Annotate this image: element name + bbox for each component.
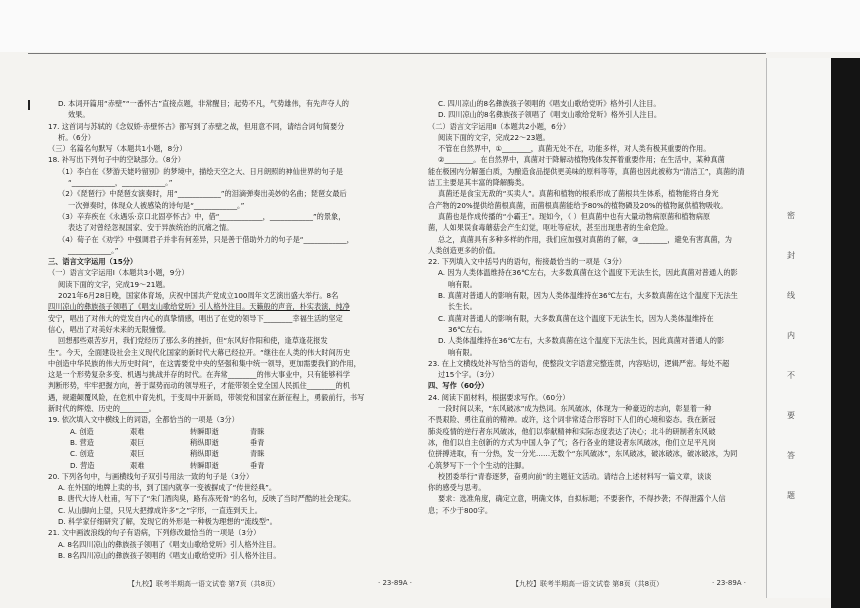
text-line: 17. 这首词与苏轼的《念奴娇·赤壁怀古》都写到了赤壁之战，但用意不同，请结合词句简要分 <box>48 121 345 131</box>
text-line: 18. 补写出下列句子中的空缺部分。（8分） <box>48 155 185 165</box>
text-line: 校团委举行“青春逐梦，奋勇向前”的主题征文活动。请结合上述材料写一篇文章，谈谈 <box>438 471 712 481</box>
scan-edge <box>831 58 860 608</box>
option-line: A. 在外国的地牌上卖的书，到了国内就享一变被摒成了“传世经典”。 <box>58 483 277 493</box>
top-margin <box>0 0 860 52</box>
option-row <box>48 437 402 448</box>
section-heading: 三、语言文字运用（15分） <box>48 257 138 267</box>
text-line: 冰，他们以自主创新的方式为中国人争了气；各行各业的建设者东风破冰，他们立足平凡岗 <box>428 437 716 447</box>
text-line: 四川凉山的彝族孩子领唱了《唱支山歌给党听》引人格外注目。天籁般的声音，朴实表演，纯净 <box>48 302 350 312</box>
text-line: 2021年6月28日晚，国家体育场，庆祝中国共产党成立100周年文艺演出盛大举行。8名 <box>58 291 339 301</box>
binding-label: 密 <box>787 211 795 220</box>
option-line: 响有限。 <box>448 347 477 357</box>
text-line: （2）《琵琶行》中琵琶女演奏时，用“____________”的泪滴弹奏出美妙的名曲；琵琶女最后 <box>58 189 347 199</box>
text-line: ____________。” <box>68 245 119 255</box>
text-line: 不畏艰险、勇往直前的精神。或许，这个词非常适合形容时下人们的心境和姿态。我在新冠 <box>428 415 716 425</box>
option-line: D. 人类体温维持在36℃左右，大多数真菌在这个温度下无法生长，因此真菌对普通人的影 <box>438 336 725 346</box>
text-line: 菌，人如果误食毒蘑菇会产生幻觉，呕吐等症状，甚至出现患者的生命危险。 <box>428 223 673 233</box>
footer-left: 【九校】联考半期高一语文试卷 第7页（共8页） <box>128 580 280 588</box>
option-line: B. 8名四川凉山的彝族孩子领唱的《唱支山歌给党听》引人格外注目。 <box>58 550 281 560</box>
option-line: A. 因为人类体温维持在36℃左右，大多数真菌在这个温度下无法生长，因此真菌对普通人的影 <box>438 268 738 278</box>
option-line: D. 科学家仔细研究了解，发现它的外形是一种极为理想的“流线型”。 <box>58 516 277 526</box>
text-line: 生”。今天，全面建设社会主义现代化国家的新时代大幕已经拉开。“继往在人类的伟大时间历史 <box>48 347 351 357</box>
text-line: 息；不少于800字。 <box>428 505 493 515</box>
text-line: 这是一个形势复杂多变、机遇与挑战并存的时代。在奔常________的伟大事业中，只有能够科学 <box>48 370 350 380</box>
binding-label: 封 <box>787 251 795 260</box>
option-line: 长生长。 <box>448 302 477 312</box>
text-line: 不管在自然界中，①________，真菌无处不在，功能多样，对人类有极其重要的作用。 <box>438 144 711 154</box>
option-cell: 艰难 <box>130 460 145 470</box>
text-line: 能在极困内分解蛋白质，为酿造食品提供更美味的原料等等，真菌也因此被称为“清洁工”，真菌的清 <box>428 166 745 176</box>
option-cell: 转瞬即逝 <box>190 460 219 470</box>
text-line: （3）辛弃疾在《永遇乐·京口北固亭怀古》中，借“____________，____________”的景象， <box>58 211 346 221</box>
page-8 <box>428 98 763 516</box>
option-cell: 转瞬即逝 <box>190 426 219 436</box>
option-cell: 青睐 <box>250 426 265 436</box>
text-line: 肺炎疫情的逆行者东风破冰，他们以奉献精神和实际态度表达了决心；北斗的研制者东风破 <box>428 426 716 436</box>
margin-mark <box>28 100 30 110</box>
binding-label: 不 <box>787 371 795 380</box>
footer-left-code: · 23-89A · <box>378 579 413 587</box>
text-line: 总之，真菌具有多种多样的作用，我们应加强对真菌的了解，③________，避免有害真菌，为 <box>438 234 732 244</box>
text-line: 合产物的20%提供给菌根真菌，而菌根真菌能给予80%的植物磷及20%的植物氮供植物吸收。 <box>428 200 728 210</box>
option-cell: B. 营造 <box>70 437 94 447</box>
option-line: A. 8名四川凉山的彝族孩子领唱了《唱支山歌给党听》引人格外注目。 <box>58 539 281 549</box>
option-cell: C. 创造 <box>70 449 94 459</box>
option-cell: 艰巨 <box>130 437 145 447</box>
option-line: C. 真菌对普通人的影响有限，大多数真菌在这个温度下无法生长，因为人类体温维持在 <box>438 313 714 323</box>
option-line: B. 唐代大诗人杜甫，写下了“朱门酒肉臭，路有冻死骨”的名句，反映了当时严酷的社会现实。 <box>58 494 356 504</box>
text-line: 真菌也是作成传播的“小霸王”。现如今，（ ）但真菌中也有大量动物病原菌和植物病原 <box>438 211 711 221</box>
option-cell: 艰难 <box>130 426 145 436</box>
text-line: 遇，规避颠覆风险，在危机中育先机，于变局中开新局，带领党和国家在新征程上，勇毅前行，书写 <box>48 392 365 402</box>
option-cell: D. 营造 <box>70 460 95 470</box>
text-line: 一段时间以来，“东风破冰”成为热词。东风破冰，体现为一种豪迈的志向，彰显着一种 <box>438 404 712 414</box>
question-24: 24. 阅读下面材料，根据要求写作。（60分） <box>428 392 570 402</box>
text-line: 安宁，唱出了对伟大的党发自内心的真挚情感，唱出了在党的领导下________幸福生活的坚定 <box>48 313 343 323</box>
option-cell: 稍纵即逝 <box>190 437 219 447</box>
text-line: 表达了对曾经忽视国家、安于异族统治的沉痛之情。 <box>68 223 234 233</box>
page-7 <box>48 98 402 561</box>
question-19: 19. 依次填入文中横线上的词语，全都恰当的一项是（3分） <box>48 415 239 425</box>
question-22: 22. 下列填入文中括号内的语句，衔接最恰当的一项是（3分） <box>428 257 626 267</box>
text-line: “____________，____________。” <box>68 178 173 188</box>
text-line: 真菌还是食宝无敌的“买卖人”。真菌和植物的根系形成了菌根共生体系，植物能将自身光 <box>438 189 719 199</box>
option-cell: 青睐 <box>250 449 265 459</box>
option-cell: 艰巨 <box>130 449 145 459</box>
section-heading: 四、写作（60分） <box>428 381 489 391</box>
option-row <box>48 426 402 437</box>
option-row <box>48 460 402 471</box>
option-cell: 垂青 <box>250 460 265 470</box>
text-line: 心筑梦写下一个个生动的注脚。 <box>428 460 529 470</box>
binding-label: 线 <box>787 291 795 300</box>
text-line: 中创造中华民族的伟大历史时间”，在这需要党中央的坚强和集中统一领导，更加需要我们的作用， <box>48 358 361 368</box>
text-line: 位拼搏进取，有一分热，发一分光……无数个“东风破冰”，东风破冰，破冰破冰，破冰破冰，为同 <box>428 449 738 459</box>
binding-label: 题 <box>787 491 795 500</box>
question-23: 23. 在上文横线处补写恰当的语句，使整段文字语意完整连贯，内容贴切，逻辑严密。每处不超 <box>428 358 730 368</box>
option-line: C. 从山脚向上望，只见大把撑成许多“之”字形，一直连到天上。 <box>58 505 262 515</box>
question-21: 21. 文中画波浪线的句子有语病，下列修改最恰当的一项是（3分） <box>48 528 261 538</box>
section-heading: （二）语言文字运用Ⅱ（本题共2小题，6分） <box>428 121 571 131</box>
text-line: 阅读下面的文字，完成22～23题。 <box>438 132 550 142</box>
binding-margin <box>766 58 831 598</box>
text-line: 过15个字。（3分） <box>438 370 499 380</box>
option-cell: A. 创造 <box>70 426 94 436</box>
section-heading: （三）名篇名句默写（本题共1小题，8分） <box>48 144 187 154</box>
text-line: 析。（6分） <box>58 132 95 142</box>
option-cell: 垂青 <box>250 437 265 447</box>
text-line: 判断形势，牢牢把握方向，善于谋势而动的领导班子，才能带领全党全国人民抓住________的机 <box>48 381 350 391</box>
option-row <box>48 448 402 459</box>
text-line: 洁工主要是其丰富的降解酶类。 <box>428 178 529 188</box>
binding-label: 答 <box>787 451 795 460</box>
text-line: D. 本词开篇用“赤壁”“一番怀古”直接点题，非常醒目；起势不凡，气势雄伟，有先声夺人的 <box>58 99 349 108</box>
option-line: D. 四川凉山的8名彝族孩子领唱了《唱支山歌给党听》格外引人注目。 <box>438 110 662 120</box>
text-line: 新时代的辉煌、历史的________。 <box>48 404 156 414</box>
text-line: 要求：选准角度，确定立意，明确文体，自拟标题；不要套作，不得抄袭；不得泄露个人信 <box>438 494 726 504</box>
text-line: 你的感受与思考。 <box>428 483 486 493</box>
section-heading: （一）语言文字运用Ⅰ（本题共3小题，9分） <box>48 268 189 278</box>
text-line: 人类创造更多的价值。 <box>428 245 500 255</box>
option-line: 响有限。 <box>448 279 477 289</box>
option-cell: 稍纵即逝 <box>190 449 219 459</box>
option-line: C. 四川凉山的8名彝族孩子领唱的《唱支山歌给党听》格外引人注目。 <box>438 99 661 108</box>
binding-label: 要 <box>787 411 795 420</box>
option-line: 36℃左右。 <box>448 324 487 334</box>
text-line: （4）荀子在《劝学》中强调君子并非有何差异，只是善于借助外力的句子是“____________， <box>58 234 354 244</box>
text-line: ②________。在自然界中，真菌对于降解动植物残体发挥着重要作用；在生活中，某种真菌 <box>438 155 725 165</box>
footer-right: 【九校】联考半期高一语文试卷 第8页（共8页） <box>512 580 664 588</box>
text-line: 信心，唱出了对美好未来的无限憧憬。 <box>48 324 171 334</box>
text-line: 效果。 <box>68 110 90 120</box>
binding-label: 内 <box>787 331 795 340</box>
footer-right-code: · 23-89A · <box>712 579 747 587</box>
top-rule <box>28 53 766 54</box>
text-line: 阅读下面的文字，完成19～21题。 <box>58 279 170 289</box>
question-20: 20. 下列各句中，与画横线句子双引号用法一致的句子是（3分） <box>48 471 254 481</box>
option-line: B. 真菌对普通人的影响有限，因为人类体温维持在36℃左右，大多数真菌在这个温度下无法生 <box>438 291 738 301</box>
text-line: 一次弹奏时，体现众人被感染的诗句是“____________。” <box>68 200 245 210</box>
text-line: 回想那些艰苦岁月，我们党经历了那么多的挫折，但“东风好作阳和使，逢草逢花报发 <box>58 336 328 346</box>
text-line: （1）李白在《梦游天姥吟留别》的梦境中，描绘天空之大、日月朗照的神仙世界的句子是 <box>58 166 343 176</box>
